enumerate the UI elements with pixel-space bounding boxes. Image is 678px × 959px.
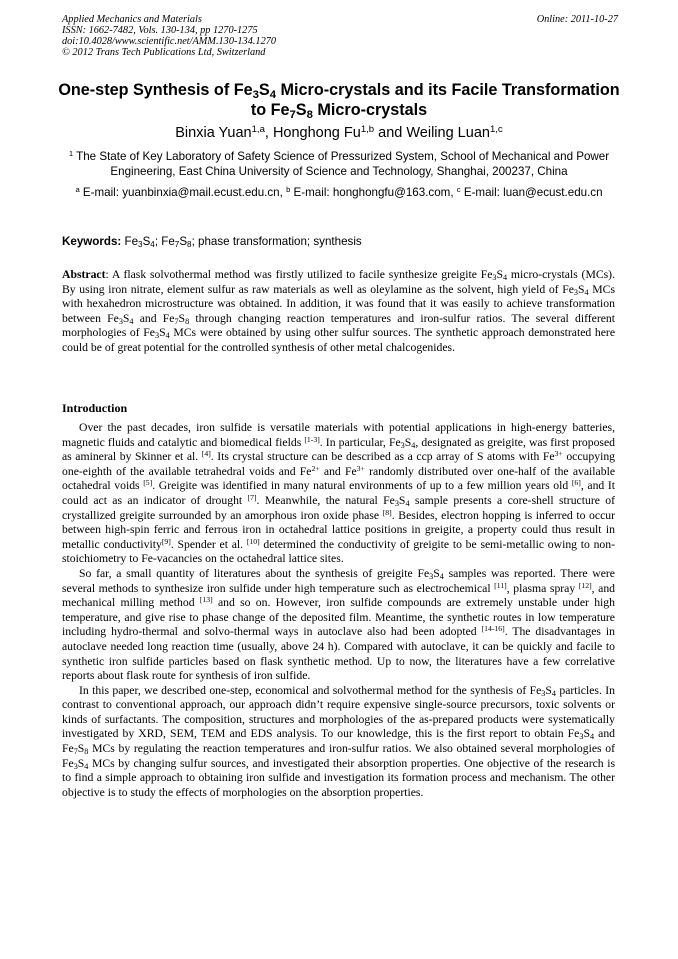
- abstract-label: Abstract: [62, 268, 106, 281]
- introduction-body: [62, 421, 615, 800]
- copyright-line: © 2012 Trans Tech Publications Ltd, Switzerland: [62, 47, 266, 58]
- email-list: $^a$ E-mail: yuanbinxia@mail.ecust.edu.cn, $^b$ E-mail: honghongfu@163.com, $^c$ E-mail: luan@ecust.edu.cn: [75, 184, 603, 199]
- keywords: Keywords: $Fe_3S_4$; $Fe_7S_8$; phase transformation; synthesis: [62, 235, 362, 250]
- doi-line: doi:10.4028/www.scientific.net/AMM.130-134.1270: [62, 36, 277, 47]
- paragraph: So far, a small quantity of literatures about the synthesis of greigite $Fe_3S_4$ samples was reported. There were several methods to synthesize iron sulfide under high temperature such as electrochemical [11], plasma spray [12], and mechanical milling method [13] and so on. However, iron sulfide compounds are extremely unstable under high temperature, and give rise to phase change of the deposited film. Meantime, the synthetic routes in low temperature including hydro-thermal and solvo-thermal ways in autoclave also had been adopted [14-16]. The disadvantages in autoclave needed long reaction time (usually, above 24 h). Compared with autoclave, it can be quickly and facile to synthetic iron sulfide particles based on flask synthetic method. Up to now, the literatures have a few correlative reports about flask route for synthesis of iron sulfide.: [62, 566, 616, 683]
- journal-name: Applied Mechanics and Materials: [62, 14, 202, 25]
- paragraph: Over the past decades, iron sulfide is versatile materials with potential applications in high-energy batteries, magnetic fluids and catalytic and biomedical fields [1-3]. In particular, $Fe_3S_4$, designated as greigite, was first proposed as amineral by Skinner et al. [4]. Its crystal structure can be described as a ccp array of S atoms with $Fe^{3+}$ occupying one-eighth of the available tetrahedral voids and $Fe^{2+}$ and $Fe^{3+}$ randomly distributed over one-half of the available octahedral voids [5]. Greigite was identified in many natural environments of up to a few million years old [6], and It could act as an indicator of drought [7]. Meanwhile, the natural $Fe_3S_4$ sample presents a core-shell structure of crystallized greigite surrounded by an amorphous iron oxide phase [8]. Besides, electron hopping is inferred to occur between high-spin ferric and ferrous iron in octahedral lattice positions in greigite, a property could thus result in metallic conductivity[9]. Spender et al. [10] determined the conductivity of greigite to be semi-metallic owing to non-stoichiometry to Fe-vacancies on the octahedral lattice sites.: [62, 421, 616, 566]
- author-name: Honghong Fu: [272, 125, 361, 141]
- section-heading-introduction: Introduction: [62, 401, 128, 415]
- author-name: Weiling Luan: [406, 125, 490, 141]
- online-date: Online: 2011-10-27: [536, 14, 618, 25]
- issn-line: ISSN: 1662-7482, Vols. 130-134, pp 1270-1275: [62, 25, 258, 36]
- paragraph: In this paper, we described one-step, economical and solvothermal method for the synthesis of $Fe_3S_4$ particles. In contrast to conventional approach, our approach didn’t require expensive single-source precursors, toxic solvents or kinds of surfactants. The composition, structures and morphologies of the as-prepared products were systematically investigated by XRD, SEM, TEM and EDS analysis. To our knowledge, this is the first report to obtain $Fe_3S_4$ and $Fe_7S_8$ MCs by regulating the reaction temperatures and iron-sulfur ratios. We also obtained several morphologies of $Fe_3S_4$ MCs by changing sulfur sources, and investigated their absorption properties. One objective of the research is to find a simple approach to obtaining iron sulfide and investigation its formation process and mechanism. The other objective is to study the effects of morphologies on the absorption properties.: [62, 683, 616, 799]
- title-line-1: One-step Synthesis of $Fe_3S_4$ Micro-crystals and its Facile Transformation: [58, 81, 620, 101]
- affiliation: $^1$ The State of Key Laboratory of Safety Science of Pressurized System, School of Mechanical and Power Engineering, East China University of Science and Technology, Shanghai, 200237, China: [68, 148, 610, 178]
- author-name: Binxia Yuan: [175, 125, 252, 141]
- paper-title: [50, 80, 628, 120]
- author-list: Binxia Yuan$^{1,a}$, Honghong Fu$^{1,b}$ and Weiling Luan$^{1,c}$: [175, 123, 503, 141]
- title-line-2: to $Fe_7S_8$ Micro-crystals: [250, 101, 428, 121]
- keywords-label: Keywords:: [62, 235, 122, 248]
- journal-header: [62, 14, 618, 58]
- abstract: Abstract: A flask solvothermal method was firstly utilized to facile synthesize greigite $Fe_3S_4$ micro-crystals (MCs). By using iron nitrate, element sulfur as raw materials as well as oleylamine as the solvent, high yield of $Fe_3S_4$ MCs with hexahedron microstructure was obtained. In addition, it was found that it was easily to achieve transformation between $Fe_3S_4$ and $Fe_7S_8$ through changing reaction temperatures and iron-sulfur ratios. The several different morphologies of $Fe_3S_4$ MCs were obtained by using other sulfur sources. The synthetic approach demonstrated here could be of great potential for the controlled synthesis of other metal chalcogenides.: [62, 268, 616, 354]
